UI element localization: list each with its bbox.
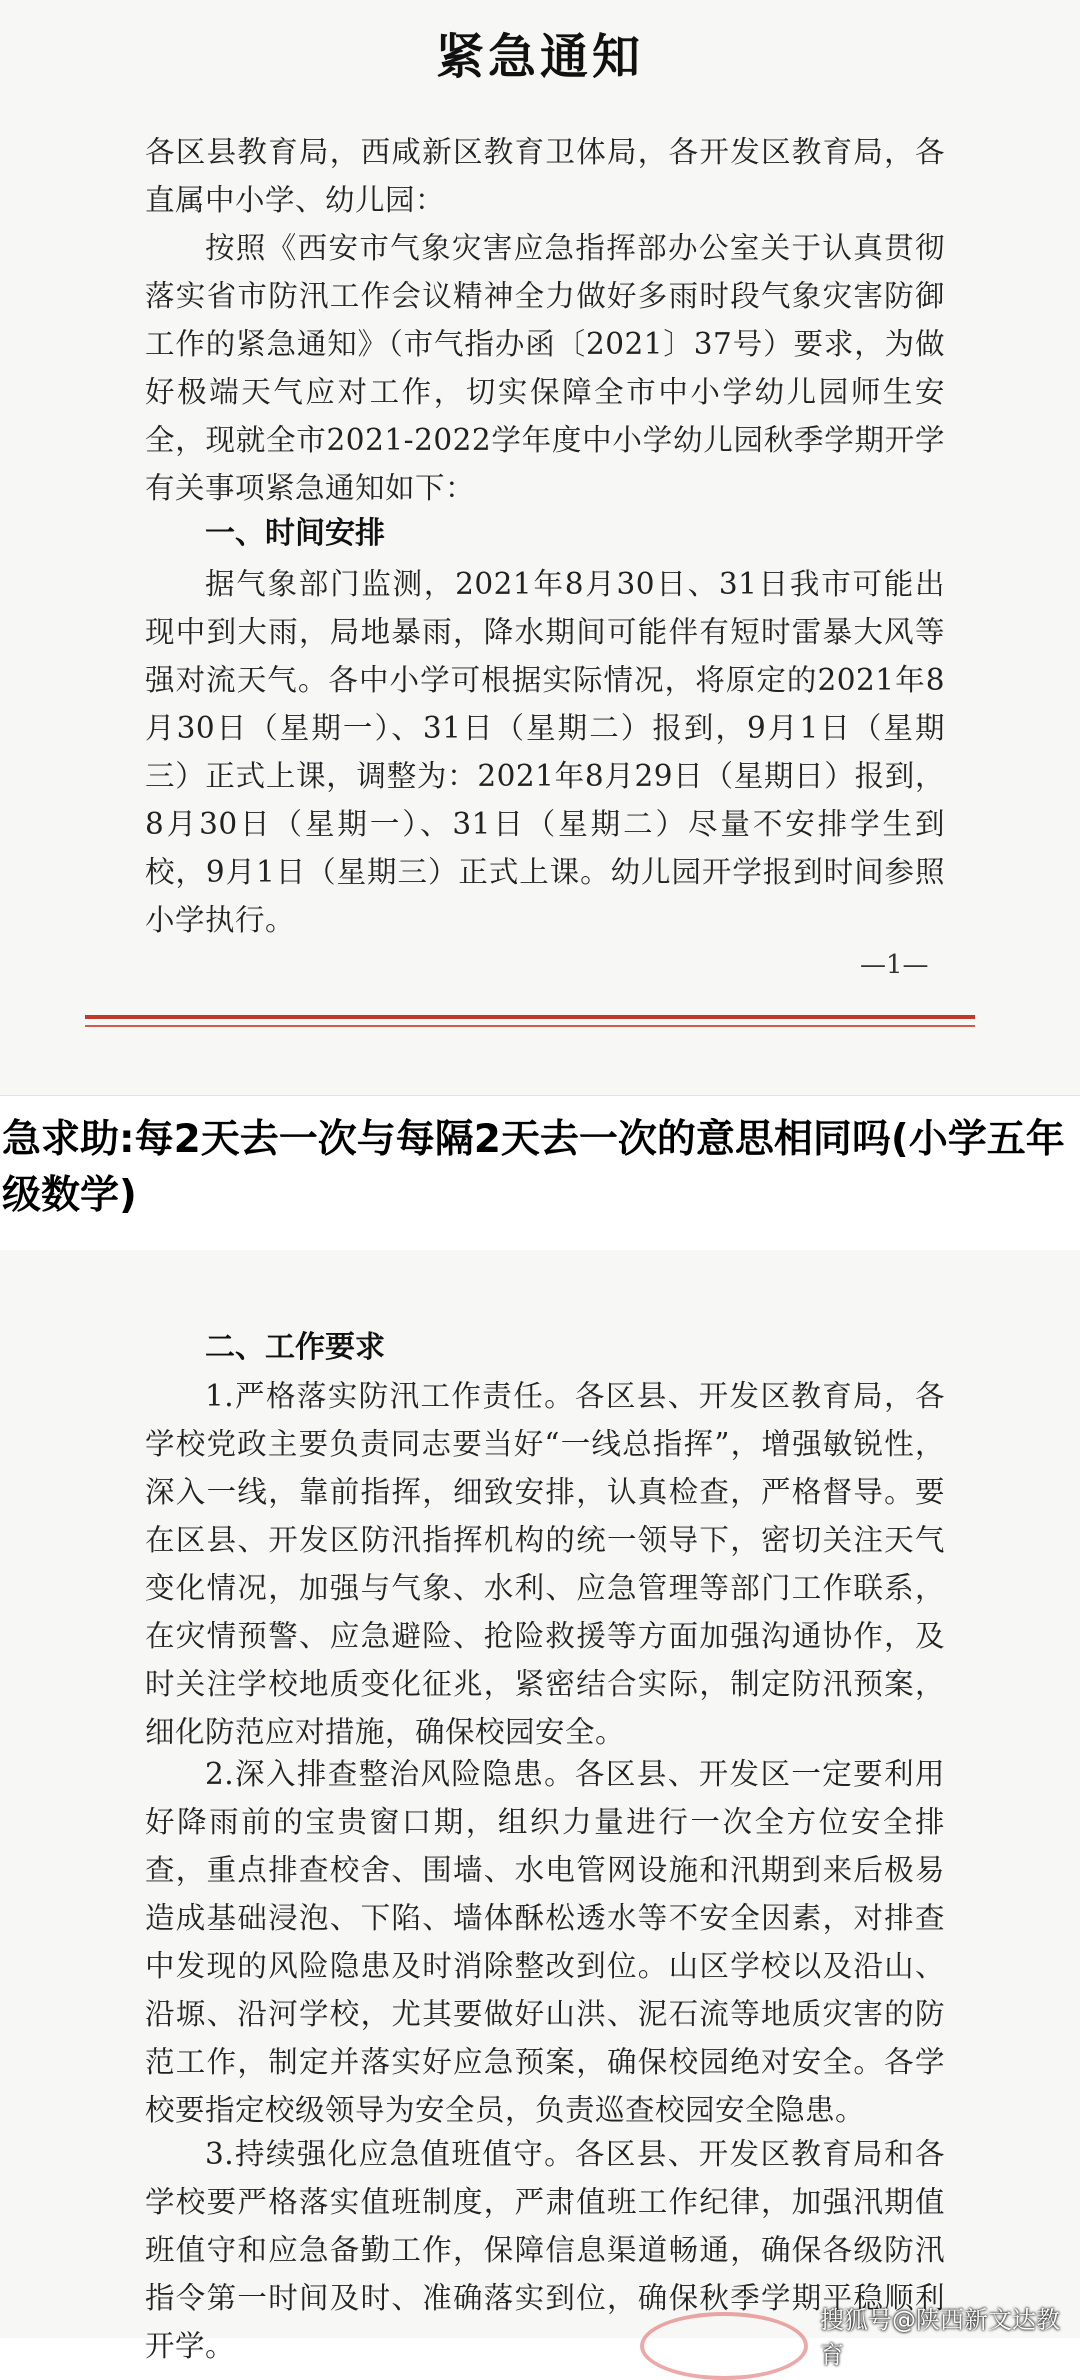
red-divider <box>85 1015 975 1019</box>
section-heading-requirements: 二、工作要求 <box>205 1330 385 1365</box>
notice-title: 紧急通知 <box>435 29 644 85</box>
article-title: 急求助:每2天去一次与每隔2天去一次的意思相同吗(小学五年级数学) <box>2 1117 1065 1218</box>
red-divider-thin <box>85 1025 975 1027</box>
section-heading-schedule: 一、时间安排 <box>205 516 385 551</box>
requirement-3-paragraph: 3.持续强化应急值班值守。各区县、开发区教育局和各学校要严格落实值班制度，严肃值班工作纪律，加强汛期值班值守和应急备勤工作，保障信息渠道畅通，确保各级防汛指令第一时间及时、准确落实到位，确保秋季学期平稳顺利开学。 <box>145 2137 945 2363</box>
requirement-1-paragraph: 1.严格落实防汛工作责任。各区县、开发区教育局，各学校党政主要负责同志要当好“一线总指挥”，增强敏锐性，深入一线，靠前指挥，细致安排，认真检查，严格督导。要在区县、开发区防汛指挥机构的统一领导下，密切关注天气变化情况，加强与气象、水利、应急管理等部门工作联系，在灾情预警、应急避险、抢险救援等方面加强沟通协作，及时关注学校地质变化征兆，紧密结合实际，制定防汛预案，细化防范应对措施，确保校园安全。 <box>145 1379 945 1749</box>
schedule-paragraph: 据气象部门监测，2021年8月30日、31日我市可能出现中到大雨，局地暴雨，降水期间可能伴有短时雷暴大风等强对流天气。各中小学可根据实际情况，将原定的2021年8月30日（星期一）、31日（星期二）报到，9月1日（星期三）正式上课，调整为：2021年8月29日（星期日）报到，8月30日（星期一）、31日（星期二）尽量不安排学生到校，9月1日（星期三）正式上课。幼儿园开学报到时间参照小学执行。 <box>145 567 945 937</box>
requirement-2-paragraph: 2.深入排查整治风险隐患。各区县、开发区一定要利用好降雨前的宝贵窗口期，组织力量进行一次全方位安全排查，重点排查校舍、围墙、水电管网设施和汛期到来后极易造成基础浸泡、下陷、墙体酥松透水等不安全因素，对排查中发现的风险隐患及时消除整改到位。山区学校以及沿山、沿塬、沿河学校，尤其要做好山洪、泥石流等地质灾害的防范工作，制定并落实好应急预案，确保校园绝对安全。各学校要指定校级领导为安全员，负责巡查校园安全隐患。 <box>145 1757 945 2127</box>
source-watermark: 搜狐号@陕西新文达教育 <box>820 2306 1060 2369</box>
addressee-paragraph: 各区县教育局，西咸新区教育卫体局，各开发区教育局，各直属中小学、幼儿园： <box>145 135 945 217</box>
page-number: —1— <box>860 950 929 980</box>
red-seal-stamp <box>640 2312 808 2380</box>
intro-paragraph: 按照《西安市气象灾害应急指挥部办公室关于认真贯彻落实省市防汛工作会议精神全力做好多雨时段气象灾害防御工作的紧急通知》（市气指办函〔2021〕37号）要求，为做好极端天气应对工作，切实保障全市中小学幼儿园师生安全，现就全市2021-2022学年度中小学幼儿园秋季学期开学有关事项紧急通知如下： <box>145 231 945 505</box>
document-page-1 <box>0 0 1080 1096</box>
document-page-2 <box>0 1250 1080 2363</box>
